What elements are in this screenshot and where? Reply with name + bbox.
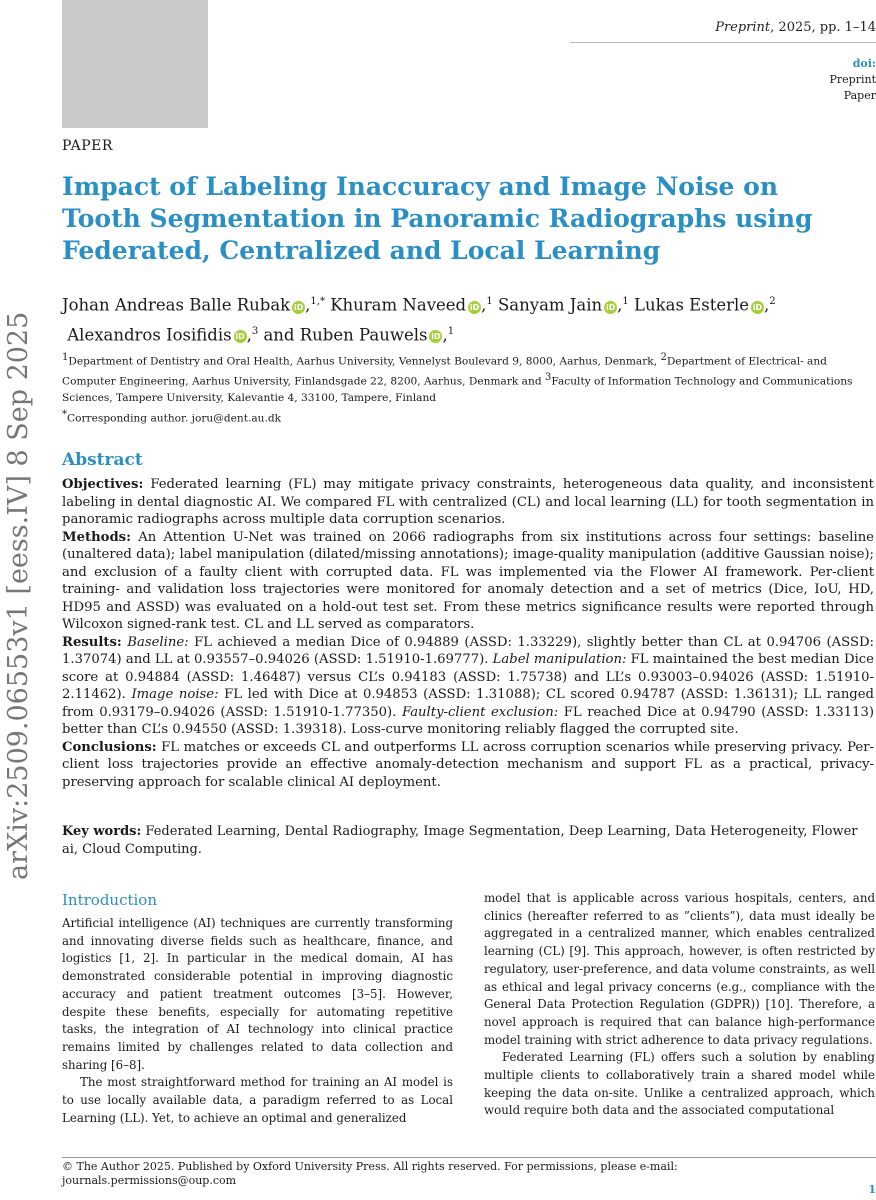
corresponding-author-text: Corresponding author. joru@dent.au.dk — [67, 412, 282, 425]
author-name: Alexandros Iosifidis — [67, 325, 232, 344]
orcid-icon[interactable]: iD — [752, 302, 763, 312]
author-affiliation-mark: 3 — [251, 325, 259, 337]
orcid-icon[interactable]: iD — [293, 302, 304, 312]
page-number: 1 — [868, 1183, 876, 1196]
author-name: Johan Andreas Balle Rubak — [62, 295, 291, 315]
running-header — [576, 20, 876, 35]
introduction-heading: Introduction — [62, 891, 157, 909]
abstract-heading: Abstract — [62, 450, 143, 470]
author-affiliation-mark: 1,* — [310, 296, 325, 307]
author-affiliation-mark: 1 — [447, 325, 455, 337]
intro-paragraph-2-cont: model that is applicable across various hospitals, centers, and clinics (hereafter referred to as ”clients”), data must ideally be aggregated in a centralized manner, which enables centralized learning (CL) [9]. This approach, however, is often restricted by regulatory, user-preference, and data volume constraints, as well as ethical and legal privacy concerns (e.g., compliance with the General Data Protection Regulation (GDPR)) [10]. Therefore, a novel approach is required that can balance high-performance model training with strict adherence to data privacy regulations. — [484, 891, 875, 1047]
orcid-icon[interactable]: iD — [235, 332, 245, 341]
keywords: Key words: Federated Learning, Dental Radiography, Image Segmentation, Deep Learning, Data Heterogeneity, Flower ai, Cloud Computing. — [62, 824, 858, 857]
journal-name: Preprint — [715, 20, 771, 35]
orcid-icon[interactable]: iD — [431, 332, 441, 341]
orcid-icon[interactable]: iD — [469, 302, 480, 312]
author-name: Sanyam Jain — [497, 295, 603, 315]
author-list: Johan Andreas Balle Rubak iD ,$^{1,*}$ Khuram Naveed iD ,$^1$ Sanyam Jain iD ,$^1$ Lukas Esterle iD ,$^2$ Alexandros Iosifidis iD ,$^3$ and Ruben Pauwels iD ,$^1$ — [62, 295, 776, 344]
abstract-results: Results: Baseline: FL achieved a median Dice of 0.94889 (ASSD: 1.33229), slightly better than CL at 0.94706 (ASSD: 1.37074) and LL at 0.93557–0.94026 (ASSD: 1.51910-1.69777). Label manipulation: FL maintained the best median Dice score at 0.94884 (ASSD: 1.46487) versus CL’s 0.94183 (ASSD: 1.75738) and LL’s 0.93003–0.94026 (ASSD: 1.51910-2.11462). Image noise: FL led with Dice at 0.94853 (ASSD: 1.31088); CL scored 0.94787 (ASSD: 1.36131); LL ranged from 0.93179–0.94026 (ASSD: 1.51910-1.77350). Faulty-client exclusion: FL reached Dice at 0.94790 (ASSD: 1.33113) better than CL’s 0.94550 (ASSD: 1.39318). Loss-curve monitoring reliably flagged the corrupted site. — [62, 634, 874, 737]
year-pages: , 2025, pp. 1–14 — [770, 20, 876, 35]
author-name: Lukas Esterle — [634, 295, 750, 315]
header-rule — [570, 42, 876, 43]
body-column-left — [62, 915, 453, 1127]
header-placeholder-block — [62, 0, 208, 128]
author-affiliation-mark: 2 — [769, 296, 776, 307]
intro-paragraph-1: Artificial intelligence (AI) techniques are currently transforming and innovating diverse fields such as healthcare, finance, and logistics [1, 2]. In particular in the medical domain, AI has demonstrated considerable potential in improving diagnostic accuracy and patient treatment outcomes [3–5]. However, despite these benefits, especially for automating repetitive tasks, the integration of AI technology into clinical practice remains limited by challenges related to data collection and sharing [6–8]. — [62, 916, 453, 1072]
abstract-objectives: Objectives: Federated learning (FL) may mitigate privacy constraints, heterogeneous data quality, and inconsistent labeling in dental diagnostic AI. We compared FL with centralized (CL) and local learning (LL) for tooth segmentation in panoramic radiographs across multiple data corruption scenarios. — [62, 477, 874, 527]
doi-label: doi: — [852, 57, 876, 70]
intro-paragraph-2: The most straightforward method for training an AI model is to use locally available data, a paradigm referred to as Local Learning (LL). Yet, to achieve an optimal and generalized — [62, 1075, 453, 1125]
author-separator: and — [258, 325, 300, 344]
affiliations — [62, 350, 874, 427]
author-affiliation-mark: 1 — [622, 296, 629, 307]
corresponding-author: *Corresponding author. joru@dent.au.dk — [62, 408, 282, 425]
abstract-conclusions: Conclusions: FL matches or exceeds CL and outperforms LL across corruption scenarios while preserving privacy. Per-client loss trajectories provide an effective anomaly-detection mechanism and support FL as a practical, privacy-preserving approach for scalable clinical AI deployment. — [62, 739, 874, 790]
author-name: Khuram Naveed — [330, 295, 467, 315]
copyright-footer: © The Author 2025. Published by Oxford University Press. All rights reserved. For permissions, please e-mail: journals.permissions@oup.com — [62, 1160, 678, 1187]
doi-line-1: Preprint — [829, 73, 876, 86]
footer-rule — [62, 1157, 876, 1158]
body-column-right — [484, 890, 875, 1120]
author-name: Ruben Pauwels — [299, 325, 428, 344]
doi-line-2: Paper — [843, 89, 876, 102]
article-type-label: PAPER — [62, 138, 113, 154]
paper-title: Impact of Labeling Inaccuracy and Image Noise on Tooth Segmentation in Panoramic Radiographs using Federated, Centralized and Local Learning — [62, 172, 813, 265]
abstract-methods: Methods: An Attention U-Net was trained on 2066 radiographs from six institutions across four settings: baseline (unaltered data); label manipulation (dilated/missing annotations); image-quality manipulation (additive Gaussian noise); and exclusion of a faulty client with corrupted data. FL was implemented via the Flower AI framework. Per-client training- and validation loss trajectories were monitored for anomaly detection and a set of metrics (Dice, IoU, HD, HD95 and ASSD) was evaluated on a hold-out test set. From these metrics significance results were reported through Wilcoxon signed-rank test. CL and LL served as comparators. — [62, 529, 874, 632]
intro-paragraph-3: Federated Learning (FL) offers such a solution by enabling multiple clients to collaboratively train a shared model while keeping the data on-site. Unlike a centralized approach, which would require both data and the associated computational — [484, 1050, 875, 1118]
affiliation-block: $^1$Department of Dentistry and Oral Health, Aarhus University, Vennelyst Boulevard 9, 8000, Aarhus, Denmark, $^2$Department of Electrical- and Computer Engineering, Aarhus University, Finlandsgade 22, 8200, Aarhus, Denmark and $^3$Faculty of Information Technology and Communications Sciences, Tampere University, Kalevantie 4, 33100, Tampere, Finland — [62, 352, 853, 405]
author-affiliation-mark: 1 — [486, 296, 493, 307]
orcid-icon[interactable]: iD — [605, 302, 616, 312]
abstract-body — [62, 476, 874, 791]
doi-block — [830, 56, 876, 104]
arxiv-side-stamp: arXiv:2509.06553v1 [eess.IV] 8 Sep 2025 — [3, 311, 34, 880]
